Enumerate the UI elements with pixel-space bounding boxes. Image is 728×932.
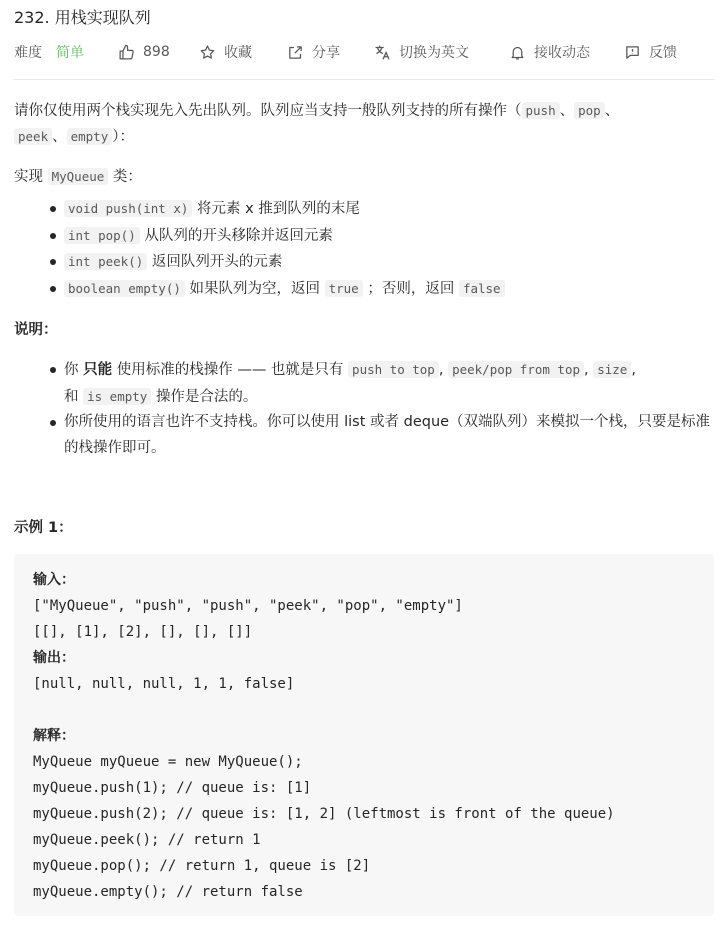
feedback-label: 反馈 <box>649 45 677 61</box>
code-empty: empty <box>67 128 113 145</box>
notify-label: 接收动态 <box>534 45 590 61</box>
intro-text: 请你仅使用两个栈实现先入先出队列。队列应当支持一般队列支持的所有操作（ <box>14 103 522 119</box>
code-line: ["MyQueue", "push", "push", "peek", "pop", "empty"] <box>33 598 463 614</box>
bell-icon <box>509 44 526 61</box>
feedback-icon <box>624 44 641 61</box>
list-item <box>64 223 714 250</box>
difficulty-label: 难度 <box>14 45 42 61</box>
method-list <box>14 196 714 302</box>
note-text: 操作是合法的。 <box>155 388 258 405</box>
share-label: 分享 <box>312 45 340 61</box>
code-line: myQueue.pop(); // return 1, queue is [2] <box>33 858 371 874</box>
input-label: 输入： <box>33 572 75 588</box>
list-item: 你 只能 使用标准的栈操作 —— 也就是只有 push to top , peek/pop from top , size , 和 is empty 操作是合法的。 <box>64 357 714 410</box>
divider <box>14 79 714 80</box>
separator: 、 <box>604 103 620 119</box>
problem-description <box>14 98 714 900</box>
example-code-block <box>14 554 714 916</box>
separator: 、 <box>52 129 67 145</box>
note-text: 你所使用的语言也许不支持栈。你可以使用 list 或者 deque（双端队列）来模拟一个栈，只要是标准的栈操作即可。 <box>64 414 711 456</box>
list-item <box>64 249 714 276</box>
list-item <box>64 196 714 223</box>
code-push: push <box>522 102 560 119</box>
code-line: myQueue.peek(); // return 1 <box>33 832 261 848</box>
meta-toolbar <box>14 40 714 64</box>
like-count: 898 <box>143 44 170 60</box>
note-text: 和 <box>64 388 79 405</box>
like-button[interactable] <box>118 44 170 61</box>
note-list <box>14 357 714 461</box>
code-line: MyQueue myQueue = new MyQueue(); <box>33 754 303 770</box>
example-heading: 示例 1： <box>14 520 73 536</box>
translate-icon <box>374 44 391 61</box>
note-text: 你 <box>64 362 79 378</box>
code-is-empty: is empty <box>83 388 151 405</box>
blank-line <box>33 697 615 723</box>
share-button[interactable] <box>287 42 340 62</box>
code-class-name: MyQueue <box>48 168 109 185</box>
code-peek: peek <box>14 128 52 145</box>
code-line: myQueue.push(2); // queue is: [1, 2] (leftmost is front of the queue) <box>33 806 615 822</box>
code-line: myQueue.empty(); // return false <box>33 884 303 900</box>
method-signature: int pop() <box>64 227 140 244</box>
code-push-to-top: push to top <box>348 361 439 378</box>
implement-text: 实现 <box>14 169 43 185</box>
thumbs-up-icon <box>118 44 135 61</box>
list-item <box>64 410 714 461</box>
example-code <box>33 567 615 905</box>
output-label: 输出： <box>33 650 75 666</box>
switch-language-button[interactable] <box>374 42 469 62</box>
switch-language-label: 切换为英文 <box>399 45 469 61</box>
note-heading: 说明： <box>14 322 58 338</box>
explain-label: 解释： <box>33 728 75 744</box>
implement-paragraph <box>14 164 714 190</box>
code-size: size <box>593 361 631 378</box>
notify-button[interactable] <box>509 42 590 62</box>
intro-paragraph <box>14 98 714 150</box>
list-item <box>64 276 714 303</box>
separator: 、 <box>559 103 575 119</box>
note-bold: 只能 <box>83 362 113 378</box>
method-signature: void push(int x) <box>64 200 192 217</box>
feedback-button[interactable] <box>624 42 677 62</box>
method-signature: boolean empty() <box>64 280 185 297</box>
method-description: 返回队列开头的元素 <box>151 254 283 270</box>
code-line: myQueue.push(1); // queue is: [1] <box>33 780 312 796</box>
note-text: 使用标准的栈操作 —— 也就是只有 <box>116 362 344 378</box>
intro-suffix: ）： <box>112 129 134 145</box>
method-description: 将元素 x 推到队列的末尾 <box>197 201 360 217</box>
code-pop: pop <box>574 102 605 119</box>
method-signature: int peek() <box>64 253 147 270</box>
method-description: ；否则，返回 <box>367 280 455 297</box>
code-true: true <box>325 280 363 297</box>
method-description: 从队列的开头移除并返回元素 <box>144 227 333 244</box>
difficulty <box>14 42 84 62</box>
code-false: false <box>459 280 505 297</box>
favorite-label: 收藏 <box>224 45 252 61</box>
problem-title: 232. 用栈实现队列 <box>14 8 151 27</box>
code-line: [[], [1], [2], [], [], []] <box>33 624 253 640</box>
code-peek-pop: peek/pop from top <box>448 361 584 378</box>
share-icon <box>287 44 304 61</box>
difficulty-value: 简单 <box>56 45 84 61</box>
favorite-button[interactable] <box>199 42 252 62</box>
star-icon <box>199 44 216 61</box>
implement-suffix: 类： <box>112 169 142 185</box>
code-line: [null, null, null, 1, 1, false] <box>33 676 295 692</box>
method-description: 如果队列为空，返回 <box>189 280 320 297</box>
